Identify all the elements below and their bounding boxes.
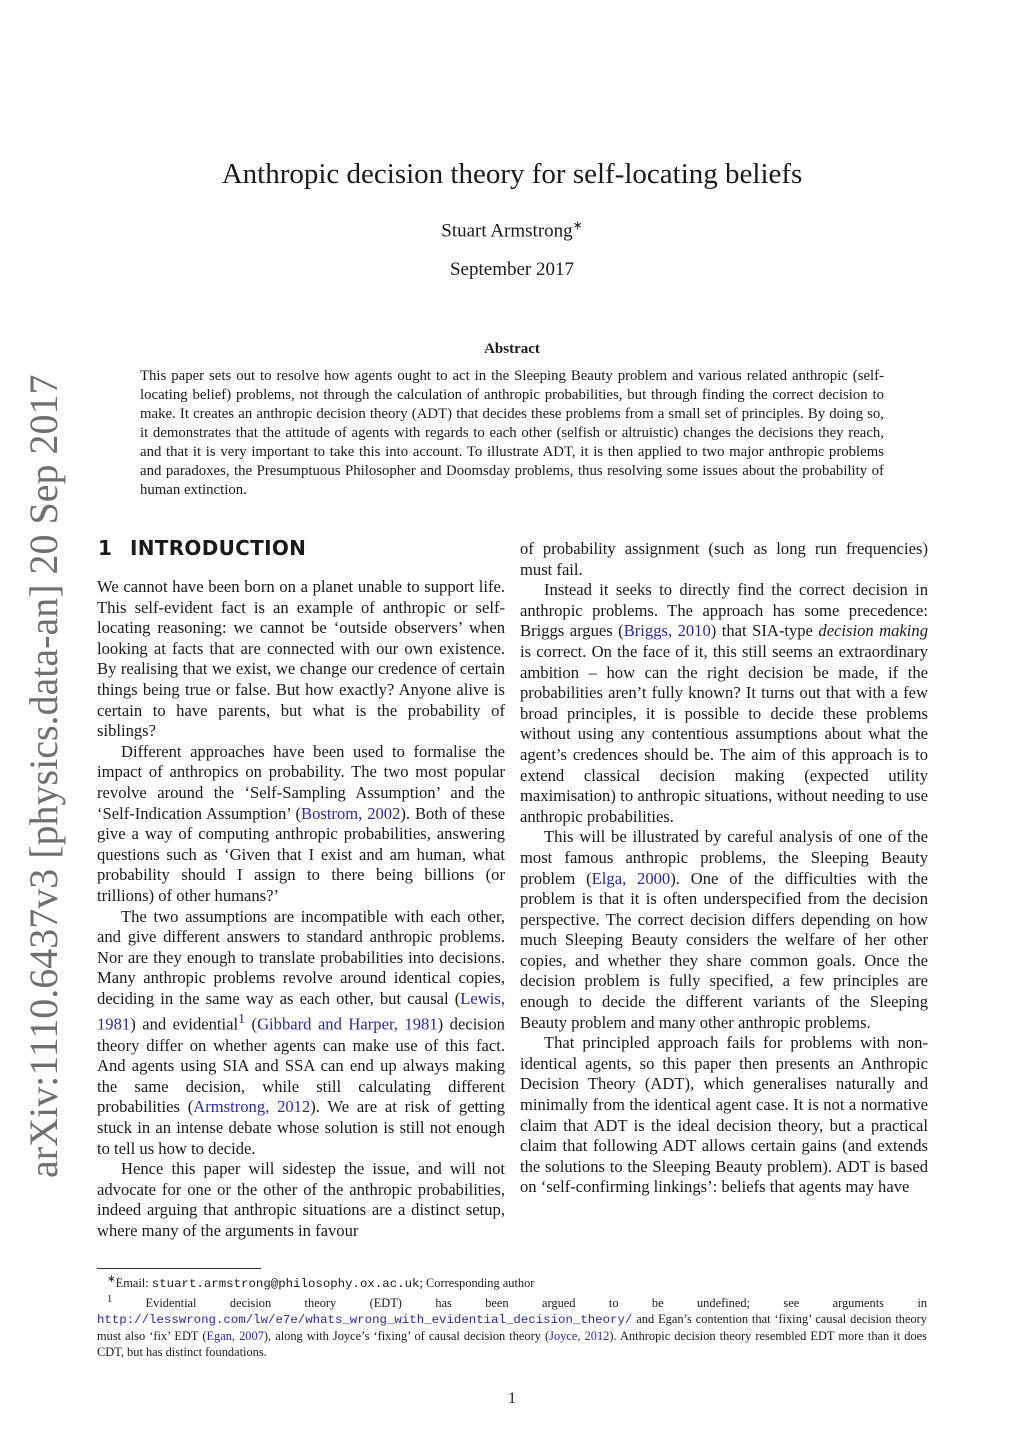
citation-link[interactable]: Joyce, 2012	[549, 1329, 610, 1344]
paragraph: Hence this paper will sidestep the issue, and will not advocate for one or the other of the anthropic probabilities, indeed arguing that anthropic situations are a distinct setup, where many of the arguments in favour	[97, 1159, 505, 1240]
text-run: Email:	[115, 1276, 152, 1291]
citation-link[interactable]: Armstrong, 2012	[193, 1097, 311, 1117]
text-run: ). We are at risk of getting stuck in an intense debate whose solution is still not enough to tell us how to decide.	[97, 1097, 505, 1158]
citation-link[interactable]: Elga, 2000	[591, 868, 671, 888]
text-run: and Egan’s contention that ‘fixing’ causal decision theory must also ‘fix’ EDT (	[97, 1312, 927, 1344]
text-run: (	[245, 1015, 258, 1034]
url-link[interactable]: http://lesswrong.com/lw/e7e/whats_wrong_with_evidential_decision_theory/	[97, 1313, 633, 1328]
text-run: ) that SIA-type	[710, 621, 819, 641]
citation-link[interactable]: Bostrom, 2002	[301, 803, 401, 823]
text-run: Evidential decision theory (EDT) has been argued to be undefined; see arguments in	[112, 1296, 927, 1311]
right-column	[520, 539, 928, 1198]
footnote-rule	[97, 1268, 261, 1269]
paragraph	[520, 580, 928, 827]
author-email: stuart.armstrong@philosophy.ox.ac.uk	[151, 1277, 420, 1292]
paragraph	[520, 827, 928, 1033]
arxiv-identifier: arXiv:1110.6437v3 [physics.data-an] 20 Sep 2017	[21, 374, 66, 1178]
author-name: Stuart Armstrong	[441, 220, 573, 242]
text-run: ). One of the difficulties with the problem is that it is often underspecified from the decision perspective. The correct decision differs depending on how much Sleeping Beauty considers the welfare of her other copies, and whether they share common goals. Once the decision problem is fully specified, a few principles are enough to decide the different variants of the Sleeping Beauty problem and many other anthropic problems.	[520, 868, 928, 1032]
section-title: INTRODUCTION	[130, 536, 307, 560]
text-run: ) decision theory differ on whether agents can make use of this fact. And agents using SIA and SSA can end up always making the same decision, while still calculating different probabilities (	[97, 1015, 505, 1117]
emphasis: decision making	[818, 621, 928, 641]
citation-link[interactable]: Gibbard and Harper, 1981	[257, 1015, 438, 1034]
text-run: ; Corresponding author	[419, 1276, 535, 1291]
footnotes	[97, 1272, 927, 1360]
text-run: ) and evidential	[130, 1015, 239, 1034]
citation-link[interactable]: Lewis, 1981	[97, 988, 505, 1034]
footnote-mark: 1	[107, 1294, 113, 1306]
section-number: 1	[98, 536, 113, 560]
paragraph: of probability assignment (such as long run frequencies) must fail.	[520, 539, 928, 579]
text-run: Different approaches have been used to formalise the impact of anthropics on probability. The two most popular revolve around the ‘Self-Sampling Assumption’ and the ‘Self-Indication Assumption’ (	[97, 741, 505, 823]
text-run: ). Anthropic decision theory resembled EDT more than it does CDT, but has distinct foundations.	[97, 1329, 927, 1360]
paragraph	[97, 742, 505, 907]
section-heading	[98, 536, 306, 560]
citation-link[interactable]: Egan, 2007	[206, 1329, 264, 1344]
author-line	[200, 218, 824, 242]
text-run: The two assumptions are incompatible with each other, and give different answers to standard anthropic problems. Nor are they enough to translate probabilities into decisions. Many anthropic problems revolve around identical copies, deciding in the same way as each other, but causal (	[97, 906, 505, 1008]
paragraph	[97, 907, 505, 1160]
text-run: ), along with Joyce’s ‘fixing’ of causal decision theory (	[263, 1329, 550, 1344]
footnote-mark: ∗	[107, 1274, 116, 1285]
text-run: This will be illustrated by careful analysis of one of the most famous anthropic problems, the Sleeping Beauty problem (	[520, 827, 928, 888]
footnote-author	[97, 1272, 927, 1292]
paper-date: September 2017	[449, 259, 574, 280]
author-footnote-mark: ∗	[572, 218, 583, 232]
left-column	[97, 577, 505, 1242]
text-run: is correct. On the face of it, this still seems an extraordinary ambition – how can the right decision be made, if the probabilities aren’t fully known? It turns out that with a few broad principles, it is possible to decide these problems without using any contentious assumptions about what the agent’s credences should be. The aim of this approach is to extend classical decision making (expected utility maximisation) to anthropic situations, without needing to use anthropic probabilities.	[520, 641, 928, 826]
paper-title: Anthropic decision theory for self-locating beliefs	[221, 158, 803, 190]
text-run: Instead it seeks to directly find the correct decision in anthropic problems. The approach has some precedence: Briggs argues (	[520, 580, 928, 641]
abstract-text: This paper sets out to resolve how agents ought to act in the Sleeping Beauty problem and various related anthropic (self-locating belief) problems, not through the calculation of anthropic probabilities, but through finding the correct decision to make. It creates an anthropic decision theory (ADT) that decides these problems from a small set of principles. By doing so, it demonstrates that the attitude of agents with regards to each other (selfish or altruistic) changes the decisions they reach, and that it is very important to take this into account. To illustrate ADT, it is then applied to two major anthropic problems and paradoxes, the Presumptuous Philosopher and Doomsday problems, thus resolving some issues about the probability of human extinction.	[140, 368, 884, 498]
text-run: ). Both of these give a way of computing anthropic probabilities, answering questions such as ‘Given that I exist and am human, what probability should I assign to there being billions (or trillions) of other humans?’	[97, 803, 505, 905]
paragraph: That principled approach fails for problems with non-identical agents, so this paper then presents an Anthropic Decision Theory (ADT), which generalises naturally and minimally from the identical agent case. It is not a normative claim that ADT is the ideal decision theory, but a practical claim that following ADT allows certain gains (and extends the solutions to the Sleeping Beauty problem). ADT is based on ‘self-confirming linkings’: beliefs that agents may have	[520, 1033, 928, 1197]
footnote-1	[97, 1292, 927, 1360]
citation-link[interactable]: Briggs, 2010	[623, 621, 711, 641]
page-number: 1	[508, 1390, 516, 1407]
abstract-heading: Abstract	[484, 341, 540, 357]
paragraph: We cannot have been born on a planet unable to support life. This self-evident fact is an example of anthropic or self-locating reasoning: we cannot be ‘outside observers’ when looking at facts that are connected with our own existence. By realising that we exist, we change our credence of certain things being true or false. But how exactly? Anyone alive is certain to have parents, but what is the probability of siblings?	[97, 577, 505, 741]
footnote-ref[interactable]: 1	[238, 1011, 246, 1027]
